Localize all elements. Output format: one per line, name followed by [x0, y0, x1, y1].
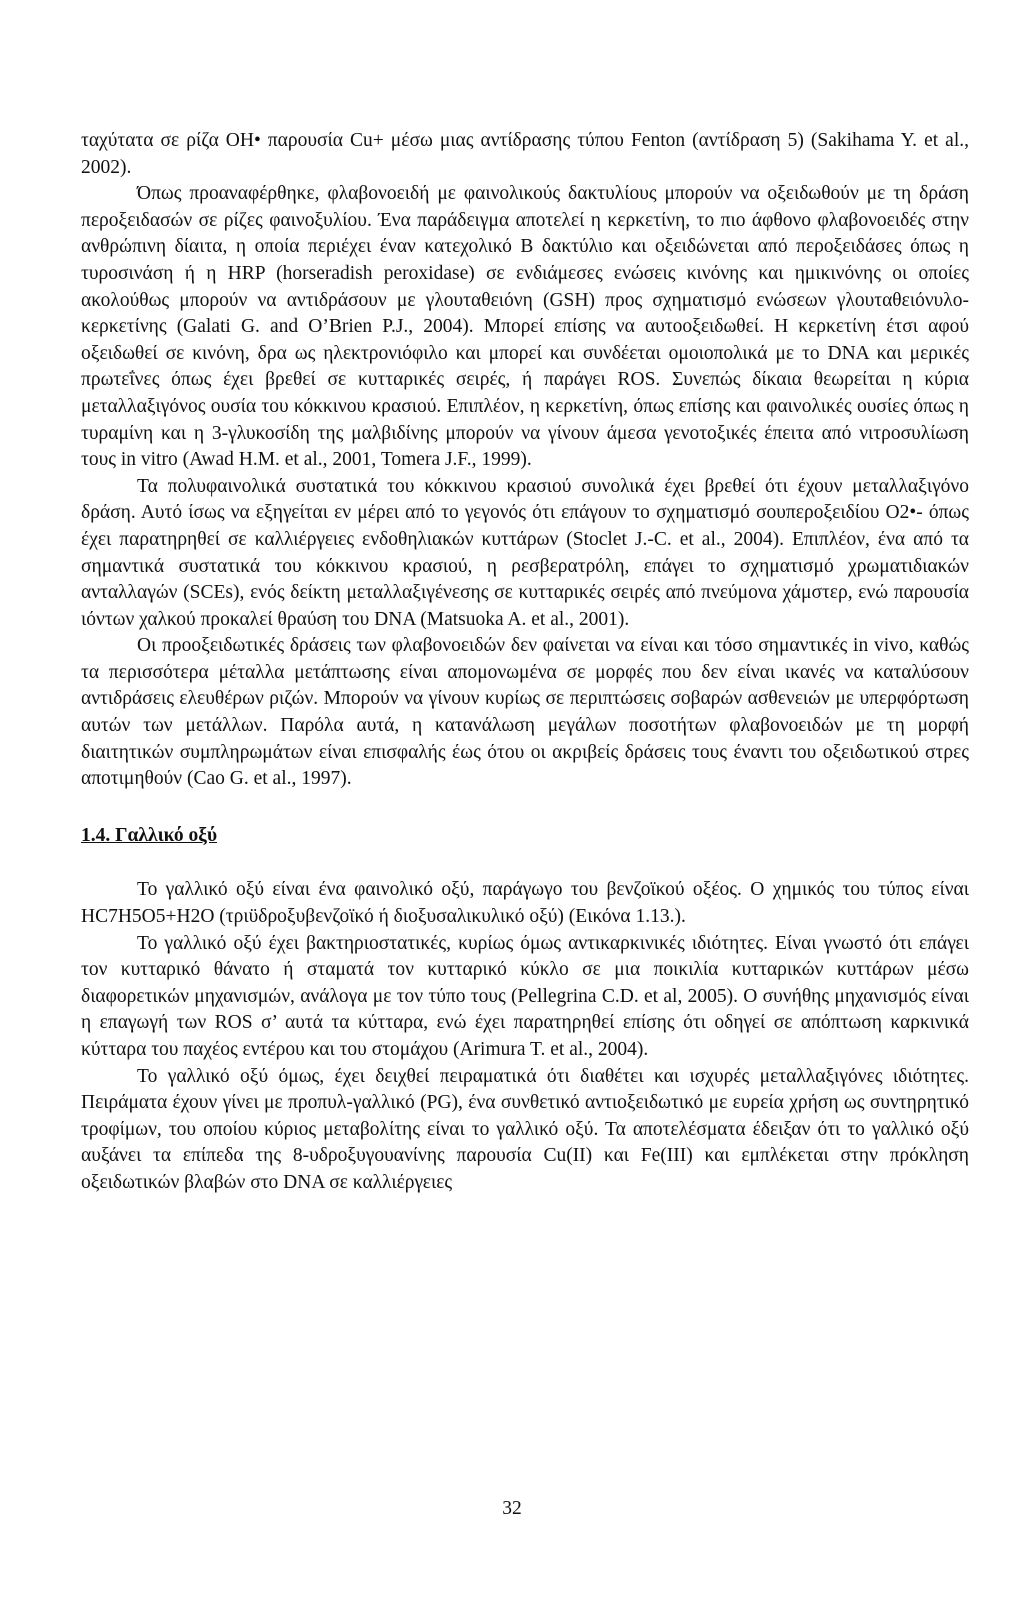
paragraph: Το γαλλικό οξύ όμως, έχει δειχθεί πειραματικά ότι διαθέτει και ισχυρές μεταλλαξιγόνες ιδιότητες. Πειράματα έχουν γίνει με προπυλ-γαλλικό (PG), ένα συνθετικό αντιοξειδωτικό με ευρεία χρήση ως συντηρητικό τροφίμων, του οποίου κύριος μεταβολίτης είναι το γαλλικό οξύ. Τα αποτελέσματα έδειξαν ότι το γαλλικό οξύ αυξάνει τα επίπεδα της 8-υδροξυγουανίνης παρουσία Cu(II) και Fe(III) και εμπλέκεται στην πρόκληση οξειδωτικών βλαβών στο DNA σε καλλιέργειες — [81, 1065, 969, 1193]
paragraph: Το γαλλικό οξύ είναι ένα φαινολικό οξύ, παράγωγο του βενζοϊκού οξέος. Ο χημικός του τύπος είναι HC7H5O5+H2O (τριϋδροξυβενζοϊκό ή διοξυσαλικυλικό οξύ) (Εικόνα 1.13.). — [81, 879, 969, 928]
section-heading — [81, 823, 969, 850]
paragraph: Το γαλλικό οξύ έχει βακτηριοστατικές, κυρίως όμως αντικαρκινικές ιδιότητες. Είναι γνωστό ότι επάγει τον κυτταρικό θάνατο ή σταματά τον κυτταρικό κύκλο σε μια ποικιλία κυτταρικών κυττάρων μέσω διαφορετικών μηχανισμών, ανάλογα με τον τύπο τους (Pellegrina C.D. et al, 2005). Ο συνήθης μηχανισμός είναι η επαγωγή των ROS σ’ αυτά τα κύτταρα, ενώ έχει παρατηρηθεί επίσης ότι οδηγεί σε απόπτωση καρκινικά κύτταρα του παχέος εντέρου και του στομάχου (Arimura T. et al., 2004). — [81, 932, 969, 1060]
document-body — [81, 128, 969, 1197]
paragraph: Οι προοξειδωτικές δράσεις των φλαβονοειδών δεν φαίνεται να είναι και τόσο σημαντικές in vivo, καθώς τα περισσότερα μέταλλα μετάπτωσης είναι απομονωμένα σε μορφές που δεν είναι ικανές να καταλύσουν αντιδράσεις ελευθέρων ριζών. Μπορούν να γίνουν κυρίως σε περιπτώσεις σοβαρών ασθενειών με υπερφόρτωση αυτών των μετάλλων. Παρόλα αυτά, η κατανάλωση μεγάλων ποσοτήτων φλαβονοειδών με τη μορφή διαιτητικών συμπληρωμάτων είναι επισφαλής έως ότου οι ακριβείς δράσεις τους έναντι του οξειδωτικού στρες αποτιμηθούν (Cao G. et al., 1997). — [81, 635, 969, 790]
section-heading-text: 1.4. Γαλλικό οξύ — [81, 824, 218, 846]
page-number: 32 — [502, 1498, 522, 1519]
paragraph: Όπως προαναφέρθηκε, φλαβονοειδή με φαινολικούς δακτυλίους μπορούν να οξειδωθούν με τη δράση περοξειδασών σε ρίζες φαινοξυλίου. Ένα παράδειγμα αποτελεί η κερκετίνη, το πιο άφθονο φλαβονοειδές στην ανθρώπινη δίαιτα, η οποία περιέχει έναν κατεχολικό B δακτύλιο και οξειδώνεται από περοξειδάσες όπως η τυροσινάση ή η HRP (horseradish peroxidase) σε ενδιάμεσες ενώσεις κινόνης και ημικινόνης οι οποίες ακολούθως μπορούν να αντιδράσουν με γλουταθειόνη (GSH) προς σχηματισμό ενώσεων γλουταθειόνυλο-κερκετίνης (Galati G. and O’Brien P.J., 2004). Μπορεί επίσης να αυτοοξειδωθεί. Η κερκετίνη έτσι αφού οξειδωθεί σε κινόνη, δρα ως ηλεκτρονιόφιλο και μπορεί και συνδέεται ομοιοπολικά με το DNA και μερικές πρωτεΐνες όπως έχει βρεθεί σε κυτταρικές σειρές, ή παράγει ROS. Συνεπώς δίκαια θεωρείται η κύρια μεταλλαξιγόνος ουσία του κόκκινου κρασιού. Επιπλέον, η κερκετίνη, όπως επίσης και φαινολικές ουσίες όπως η τυραμίνη και η 3-γλυκοσίδη της μαλβιδίνης μπορούν να γίνουν άμεσα γενοτοξικές έπειτα από νιτροσυλίωση τους in vitro (Awad H.M. et al., 2001, Tomera J.F., 1999). — [81, 183, 969, 471]
paragraph: ταχύτατα σε ρίζα OH• παρουσία Cu+ μέσω μιας αντίδρασης τύπου Fenton (αντίδραση 5) (Sakihama Y. et al., 2002). — [81, 130, 969, 178]
paragraph: Τα πολυφαινολικά συστατικά του κόκκινου κρασιού συνολικά έχει βρεθεί ότι έχουν μεταλλαξιγόνο δράση. Αυτό ίσως να εξηγείται εν μέρει από το γεγονός ότι επάγουν το σχηματισμό σουπεροξειδίου O2•- όπως έχει παρατηρηθεί σε καλλιέργειες ενδοθηλιακών κυττάρων (Stoclet J.-C. et al., 2004). Επιπλέον, ένα από τα σημαντικά συστατικά του κόκκινου κρασιού, η ρεσβερατρόλη, επάγει το σχηματισμό χρωματιδιακών ανταλλαγών (SCEs), ενός δείκτη μεταλλαξιγένεσης σε κυτταρικές σειρές από πνεύμονα χάμστερ, ενώ παρουσία ιόντων χαλκού προκαλεί θραύση του DNA (Matsuoka A. et al., 2001). — [81, 475, 969, 630]
